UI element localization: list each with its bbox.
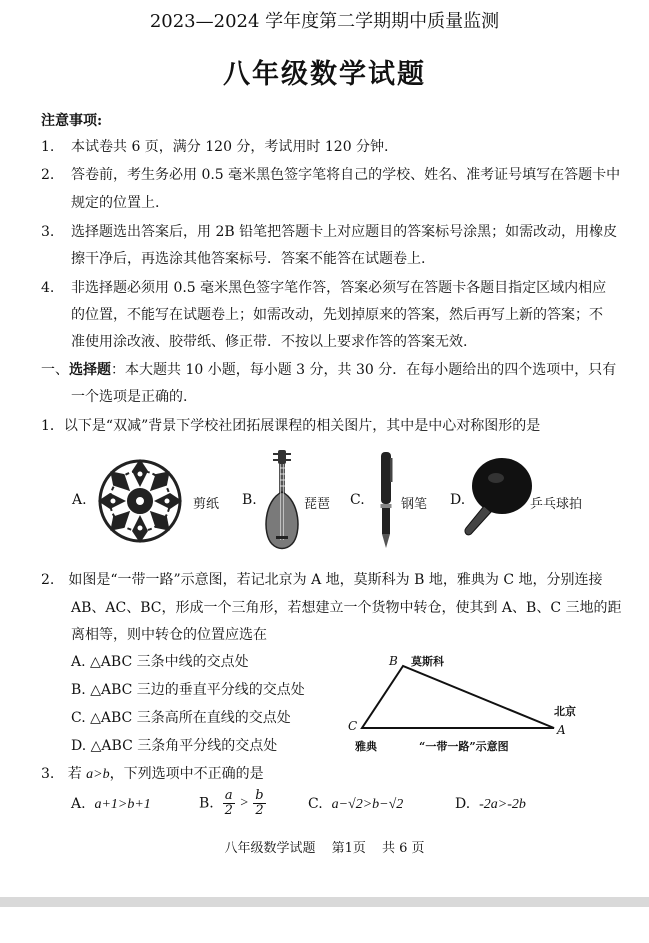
q3-option-d-expr: -2a>-2b (479, 797, 526, 812)
section-1-desc: ：本大题共 10 小题，每小题 3 分，共 30 分．在每小题给出的四个选项中，只有 (111, 362, 617, 378)
q1-option-c-letter: C. (350, 492, 365, 508)
q3-option-d (455, 796, 526, 813)
figure-label-c: C (348, 719, 358, 733)
q2-option-c-text: △ABC 三条高所在直线的交点处 (90, 710, 291, 726)
footer-page: 第1页 (331, 841, 366, 856)
q1-option-b-letter: B. (242, 492, 257, 508)
exam-title: 2023—2024 学年度第二学期期中质量监测 (149, 11, 500, 32)
q3-num: 3. (41, 766, 55, 782)
notice-heading: 注意事项: (41, 113, 103, 129)
q2-option-c-letter: C. (71, 710, 86, 726)
q1-option-b-caption: 琵琶 (304, 497, 331, 512)
q3-option-b-op: > (239, 795, 249, 811)
q2-option-c (71, 705, 291, 731)
q1-option-a-letter: A. (72, 492, 87, 508)
q2-option-a-text: △ABC 三条中线的交点处 (90, 654, 249, 670)
q3-option-b (199, 789, 266, 818)
q3-stem (41, 761, 264, 788)
q2-option-d-text: △ABC 三条角平分线的交点处 (90, 738, 278, 754)
q3-stem-pre: 若 (67, 766, 87, 782)
q3-option-c-letter: C. (308, 796, 323, 812)
q2-option-d-letter: D. (71, 738, 87, 754)
frac-2-denominator: 2 (255, 803, 264, 818)
subject-title: 八年级数学试题 (223, 59, 426, 90)
q2-option-b-letter: B. (71, 682, 86, 698)
figure-label-a: A (557, 723, 566, 737)
q3-option-c (308, 796, 403, 813)
notice-item-4-num: 4. (41, 280, 55, 296)
q3-option-b-frac-2 (253, 789, 265, 818)
frac-1-numerator: a (223, 789, 235, 804)
q1-option-c-caption: 钢笔 (401, 497, 428, 512)
paddle-icon (458, 456, 536, 540)
q2-stem-line-2: AB、AC、BC，形成一个三角形，若想建立一个货物中转仓，使其到 A、B、C 三地的距 (71, 600, 622, 616)
pen-icon (376, 450, 396, 550)
papercut-icon (96, 457, 184, 545)
figure-caption: “一带一路”示意图 (419, 740, 509, 753)
section-1-label: 选择题 (69, 362, 111, 378)
section-1-desc-line-2: 一个选项是正确的. (71, 389, 188, 405)
q3-stem-post: ，下列选项中不正确的是 (109, 766, 264, 782)
figure-label-moscow: 莫斯科 (411, 655, 444, 668)
figure-label-athens: 雅典 (355, 740, 377, 753)
notice-item-3-line-1: 选择题选出答案后，用 2B 铅笔把答题卡上对应题目的答案标号涂黑；如需改动，用橡皮 (71, 224, 618, 240)
pipa-icon (262, 448, 302, 552)
section-1-prefix: 一、 (41, 362, 69, 378)
figure-label-b: B (389, 654, 398, 668)
figure-label-beijing: 北京 (554, 705, 576, 718)
q3-option-b-letter: B. (199, 795, 214, 812)
frac-1-denominator: 2 (224, 803, 233, 818)
q1-option-d-letter: D. (450, 492, 466, 508)
q2-stem-line-3: 离相等，则中转仓的位置应选在 (71, 627, 267, 643)
q3-option-a-expr: a+1>b+1 (94, 797, 151, 812)
q1-option-a-caption: 剪纸 (193, 497, 220, 512)
notice-item-2-line-1: 答卷前，考生务必用 0.5 毫米黑色签字笔将自己的学校、姓名、准考证号填写在答题卡中 (71, 167, 621, 183)
page-footer (0, 837, 649, 856)
footer-subject: 八年级数学试题 (224, 841, 316, 856)
q2-option-b (71, 677, 305, 703)
q2-option-b-text: △ABC 三边的垂直平分线的交点处 (90, 682, 305, 698)
notice-item-4-line-1: 非选择题必须用 0.5 毫米黑色签字笔作答，答案必须写在答题卡各题目指定区域内相应 (71, 280, 607, 296)
notice-item-4-line-2: 的位置，不能写在试题卷上；如需改动，先划掉原来的答案，然后再写上新的答案；不 (71, 307, 603, 323)
section-1-heading (41, 357, 616, 383)
q3-option-d-letter: D. (455, 796, 471, 812)
q2-option-a-letter: A. (71, 654, 86, 670)
page-separator (0, 897, 649, 907)
notice-item-1-num: 1. (41, 139, 55, 155)
notice-item-3-line-2: 擦干净后，再选涂其他答案标号．答案不能答在试题卷上. (71, 251, 426, 267)
notice-item-2-line-2: 规定的位置上. (71, 195, 160, 211)
q3-option-a-letter: A. (71, 796, 86, 812)
q3-condition: a>b (86, 767, 110, 782)
frac-2-numerator: b (255, 788, 264, 803)
q1-stem: 1．以下是“双减”背景下学校社团拓展课程的相关图片，其中是中心对称图形的是 (41, 418, 541, 434)
footer-total: 共 6 页 (382, 841, 425, 856)
q3-option-b-frac-1 (223, 789, 235, 818)
q2-option-a (71, 649, 249, 675)
notice-item-2-num: 2. (41, 167, 55, 183)
q2-stem-line-1: 2. 如图是“一带一路”示意图，若记北京为 A 地，莫斯科为 B 地，雅典为 C 地，分别连接 (41, 572, 603, 588)
q2-option-d (71, 733, 277, 759)
notice-item-4-line-3: 准使用涂改液、胶带纸、修正带．不按以上要求作答的答案无效. (71, 334, 468, 350)
notice-item-1-line-1: 本试卷共 6 页，满分 120 分，考试用时 120 分钟. (71, 139, 389, 155)
q1-option-d-caption: 乒乓球拍 (530, 497, 583, 512)
q3-option-c-expr: a−√2>b−√2 (331, 797, 404, 812)
notice-item-3-num: 3. (41, 224, 55, 240)
q3-option-a (71, 796, 151, 813)
